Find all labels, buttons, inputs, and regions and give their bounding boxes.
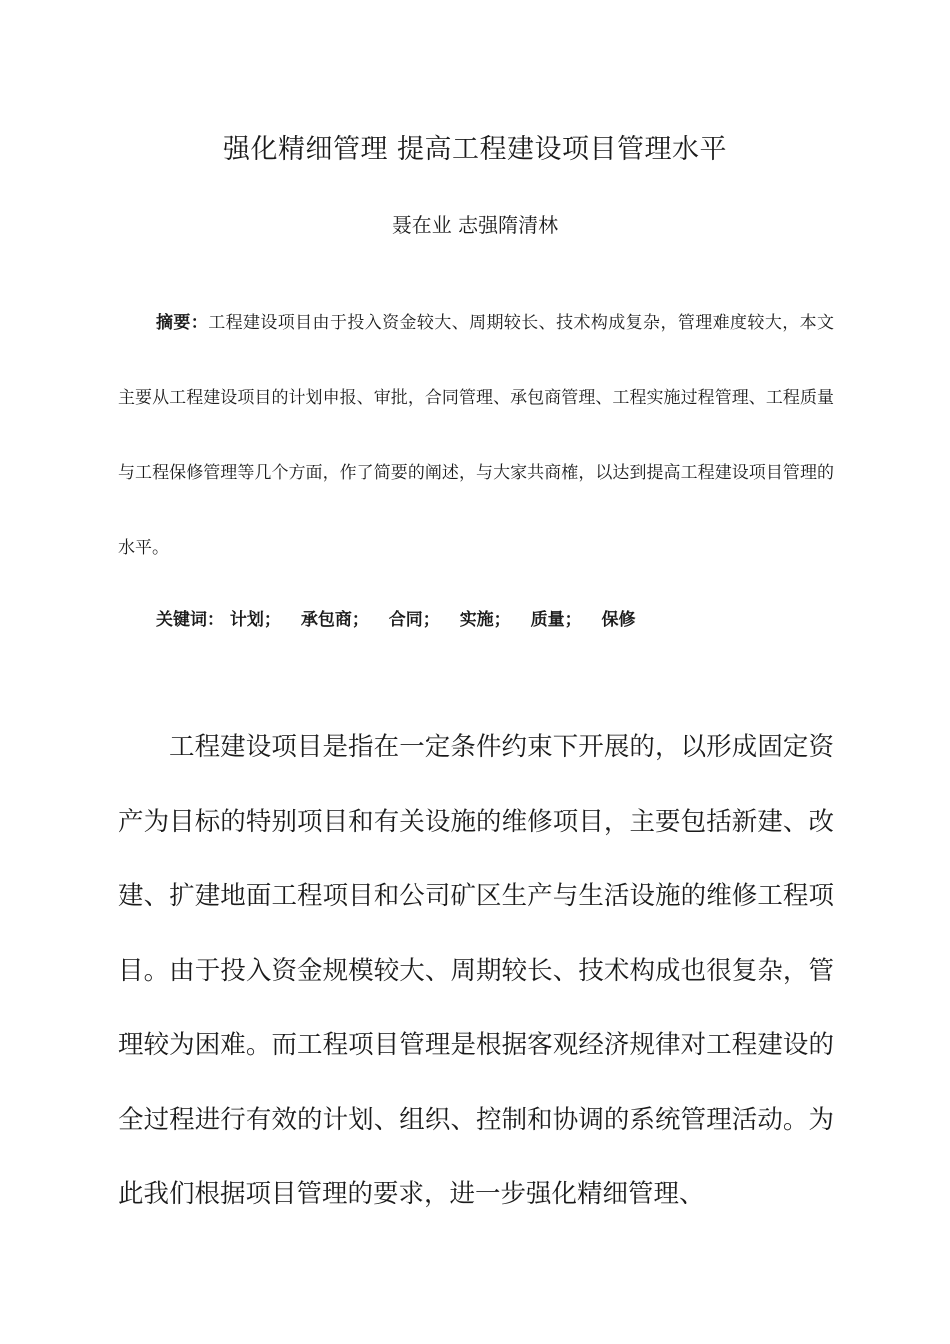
keyword-item: 质量；	[530, 610, 582, 630]
keyword-item: 承包商；	[300, 610, 369, 630]
keywords-line	[156, 607, 650, 633]
keyword-item: 计划；	[229, 610, 281, 630]
abstract-label: 摘要：	[156, 313, 209, 333]
body-paragraph: 工程建设项目是指在一定条件约束下开展的，以形成固定资产为目标的特别项目和有关设施的维修项目，主要包括新建、改建、扩建地面工程项目和公司矿区生产与生活设施的维修工程项目。由于投入资金规模较大、周期较长、技术构成也很复杂，管理较为困难。而工程项目管理是根据客观经济规律对工程建设的全过程进行有效的计划、组织、控制和协调的系统管理活动。为此我们根据项目管理的要求，进一步强化精细管理、	[118, 732, 834, 1209]
abstract-text: 工程建设项目由于投入资金较大、周期较长、技术构成复杂，管理难度较大，本文主要从工程建设项目的计划申报、审批，合同管理、承包商管理、工程实施过程管理、工程质量与工程保修管理等几个方面，作了简要的阐述，与大家共商榷，以达到提高工程建设项目管理的水平。	[118, 313, 835, 558]
document-authors: 聂在业 志强隋清林	[391, 213, 559, 237]
keyword-item: 合同；	[388, 610, 440, 630]
keyword-item: 保修	[601, 610, 636, 630]
keywords-label: 关键词：	[156, 610, 224, 630]
document-title: 强化精细管理 提高工程建设项目管理水平	[222, 134, 728, 165]
abstract-paragraph	[118, 286, 834, 586]
keyword-item: 实施；	[459, 610, 511, 630]
